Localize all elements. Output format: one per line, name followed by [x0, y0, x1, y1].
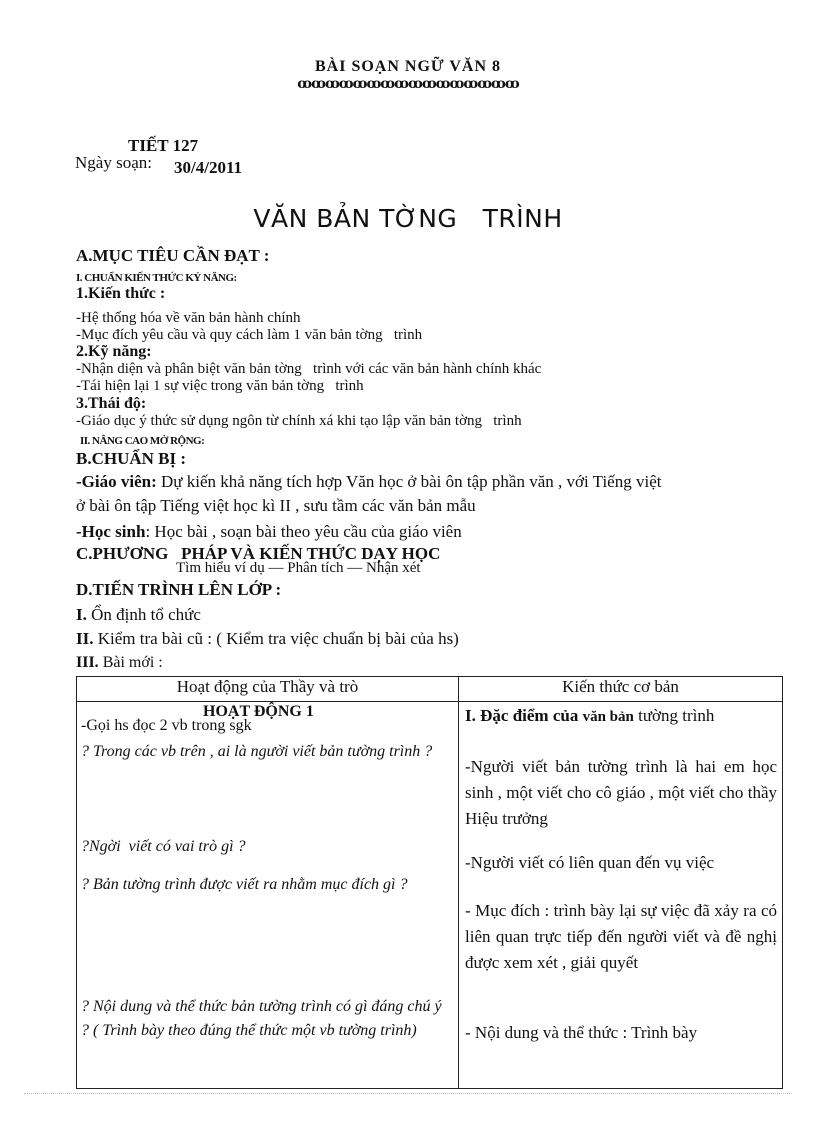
skills-item-2: -Tái hiện lại 1 sự việc trong văn bản tờng trình: [76, 378, 364, 394]
section-c-methods: Tìm hiểu ví dụ — Phân tích — Nhận xét: [176, 560, 421, 576]
teacher-prep-line-1: [76, 472, 661, 492]
step-1-text: Ổn định tổ chức: [91, 605, 201, 624]
step-2-text: Kiểm tra bài cũ : ( Kiểm tra việc chuẩn bị bài của hs): [97, 629, 459, 648]
section-a-heading: A.MỤC TIÊU CẦN ĐẠT :: [76, 246, 270, 265]
question-4: ? Nội dung và thể thức bản tường trình có gì đáng chú ý ? ( Trình bày theo đúng thể thức một vb tường trình): [81, 998, 442, 1039]
skills-heading: 2.Kỹ năng:: [76, 343, 152, 360]
table-header-row: [77, 677, 783, 702]
question-1: ? Trong các vb trên , ai là người viết bản tường trình ?: [81, 743, 433, 760]
answer-4: - Nội dung và thể thức : Trình bày: [465, 1023, 698, 1042]
knowledge-item-2: -Mục đích yêu cầu và quy cách làm 1 văn bản tờng trình: [76, 327, 423, 343]
step-1: [76, 605, 201, 625]
knowledge-heading-line: [465, 706, 714, 726]
step-1-label: I.: [76, 605, 87, 624]
skills-item-1: -Nhận diện và phân biệt văn bản tờng trình với các văn bản hành chính khác: [76, 361, 542, 377]
student-label: -Học sinh: [76, 522, 146, 541]
student-text: : Học bài , soạn bài theo yêu cầu của giáo viên: [145, 522, 462, 541]
date-value: 30/4/2011: [174, 158, 243, 177]
header-ornament: ꝏꝏꝏꝏꝏꝏꝏꝏꝏꝏꝏꝏꝏꝏꝏꝏ: [297, 77, 519, 92]
answer-1: -Người viết bản tường trình là hai em học sinh , một viết cho cô giáo , một viết cho thầy Hiệu trưởng: [465, 757, 777, 828]
student-prep-line: [76, 522, 462, 542]
section-ii-heading: II. NÂNG CAO MỞ RỘNG:: [80, 435, 205, 447]
knowledge-item-1: -Hệ thống hóa về văn bản hành chính: [76, 310, 301, 326]
knowledge-heading: 1.Kiến thức :: [76, 285, 166, 302]
column-header-activities: Hoạt động của Thầy và trò: [77, 677, 459, 702]
section-i-heading: I. CHUẨN KIẾN THỨC KỶ NĂNG:: [76, 272, 237, 284]
answer-2: -Người viết có liên quan đến vụ việc: [465, 853, 715, 872]
lesson-title: VĂN BẢN TỜNG TRÌNH: [253, 204, 563, 233]
knowledge-heading-bold: văn bản: [582, 709, 634, 725]
step-2: [76, 629, 459, 649]
answer-3: - Mục đích : trình bày lại sự việc đã xảy ra có liên quan trực tiếp đến người viết và đề nghị được xem xét , giải quyết: [465, 901, 777, 972]
knowledge-heading-pre: I. Đặc điểm của: [465, 706, 579, 725]
lesson-number: TIẾT 127: [128, 136, 199, 155]
step-3-text: Bài mới :: [102, 654, 163, 671]
activity-instruction: -Gọi hs đọc 2 vb trong sgk: [81, 717, 252, 734]
activity-title: HOẠT ĐỘNG 1: [203, 703, 314, 720]
teacher-text-2: ở bài ôn tập Tiếng việt học kì II , sưu tầm các văn bản mẫu: [76, 496, 476, 515]
section-c-heading: C.PHƯƠNG PHÁP VÀ KIẾN THỨC DẠY HỌC: [76, 544, 441, 563]
activities-cell: [77, 702, 459, 1089]
attitude-item-1: -Giáo dục ý thức sử dụng ngôn từ chính xá khi tạo lập văn bản tờng trình: [76, 413, 522, 429]
section-d-heading: D.TIẾN TRÌNH LÊN LỚP :: [76, 580, 282, 599]
page-bottom-divider: [24, 1093, 792, 1094]
column-header-knowledge: Kiến thức cơ bản: [459, 677, 783, 702]
lesson-activity-table: [76, 676, 783, 1089]
knowledge-cell: [459, 702, 783, 1089]
attitude-heading: 3.Thái độ:: [76, 395, 147, 412]
document-header-title: BÀI SOẠN NGỮ VĂN 8: [314, 58, 501, 75]
teacher-text-1: Dự kiến khả năng tích hợp Văn học ở bài ôn tập phần văn , với Tiếng việt: [161, 472, 662, 491]
question-2: ?Ngời viết có vai trò gì ?: [81, 838, 246, 855]
question-3: ? Bản tường trình được viết ra nhằm mục đích gì ?: [81, 876, 408, 893]
table-row: [77, 702, 783, 1089]
section-b-heading: B.CHUẨN BỊ :: [76, 449, 187, 468]
step-2-label: II.: [76, 629, 94, 648]
knowledge-heading-post: tường trình: [638, 706, 715, 725]
date-label: Ngày soạn:: [75, 153, 152, 172]
step-3-label: III.: [76, 654, 99, 671]
teacher-label: -Giáo viên:: [76, 472, 157, 491]
step-3: [76, 654, 163, 672]
